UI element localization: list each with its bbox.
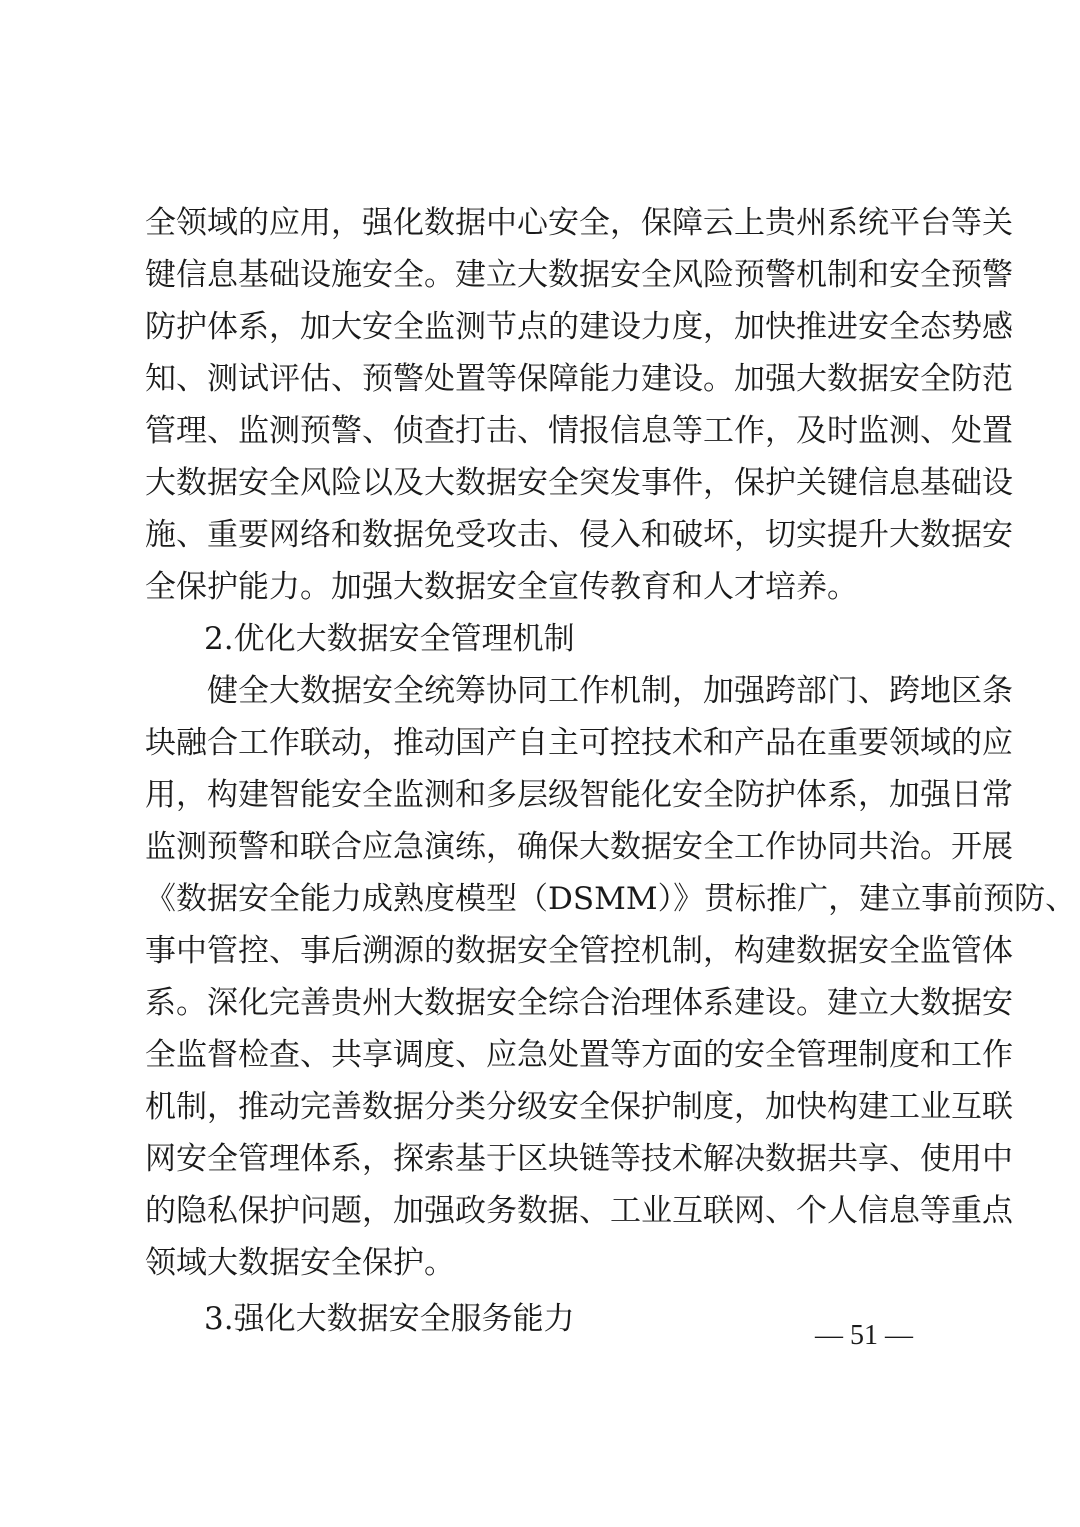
paragraph-1-line-5: 管理、监测预警、侦查打击、情报信息等工作，及时监测、处置	[145, 413, 1013, 449]
paragraph-2-line-2: 块融合工作联动，推动国产自主可控技术和产品在重要领域的应	[145, 725, 1013, 761]
paragraph-1-line-8: 全保护能力。加强大数据安全宣传教育和人才培养。	[145, 569, 858, 605]
paragraph-1-line-4: 知、测试评估、预警处置等保障能力建设。加强大数据安全防范	[145, 361, 1013, 397]
section-heading-2: 2.优化大数据安全管理机制	[204, 621, 575, 657]
paragraph-1-line-2: 键信息基础设施安全。建立大数据安全风险预警机制和安全预警	[145, 257, 1013, 293]
paragraph-2-line-4: 监测预警和联合应急演练，确保大数据安全工作协同共治。开展	[145, 829, 1013, 865]
paragraph-2-line-8: 全监督检查、共享调度、应急处置等方面的安全管理制度和工作	[145, 1037, 1013, 1073]
paragraph-2-line-10: 网安全管理体系，探索基于区块链等技术解决数据共享、使用中	[145, 1141, 1013, 1177]
section-heading-3: 3.强化大数据安全服务能力	[204, 1301, 575, 1337]
paragraph-1-line-3: 防护体系，加大安全监测节点的建设力度，加快推进安全态势感	[145, 309, 1013, 345]
paragraph-2-line-6: 事中管控、事后溯源的数据安全管控机制，构建数据安全监管体	[145, 933, 1013, 969]
paragraph-2-line-5: 《数据安全能力成熟度模型（DSMM）》贯标推广，建立事前预防、	[145, 881, 1077, 917]
paragraph-2-line-11: 的隐私保护问题，加强政务数据、工业互联网、个人信息等重点	[145, 1193, 1013, 1229]
paragraph-2-line-3: 用，构建智能安全监测和多层级智能化安全防护体系，加强日常	[145, 777, 1013, 813]
paragraph-1-line-1: 全领域的应用，强化数据中心安全，保障云上贵州系统平台等关	[145, 205, 1013, 241]
page-number: — 51 —	[815, 1320, 913, 1351]
paragraph-1-line-6: 大数据安全风险以及大数据安全突发事件，保护关键信息基础设	[145, 465, 1013, 501]
paragraph-1-line-7: 施、重要网络和数据免受攻击、侵入和破坏，切实提升大数据安	[145, 517, 1013, 553]
paragraph-2-line-9: 机制，推动完善数据分类分级安全保护制度，加快构建工业互联	[145, 1089, 1013, 1125]
paragraph-2-line-12: 领域大数据安全保护。	[145, 1245, 455, 1281]
paragraph-2-line-1: 健全大数据安全统筹协同工作机制，加强跨部门、跨地区条	[145, 673, 1013, 709]
paragraph-2-line-7: 系。深化完善贵州大数据安全综合治理体系建设。建立大数据安	[145, 985, 1013, 1021]
